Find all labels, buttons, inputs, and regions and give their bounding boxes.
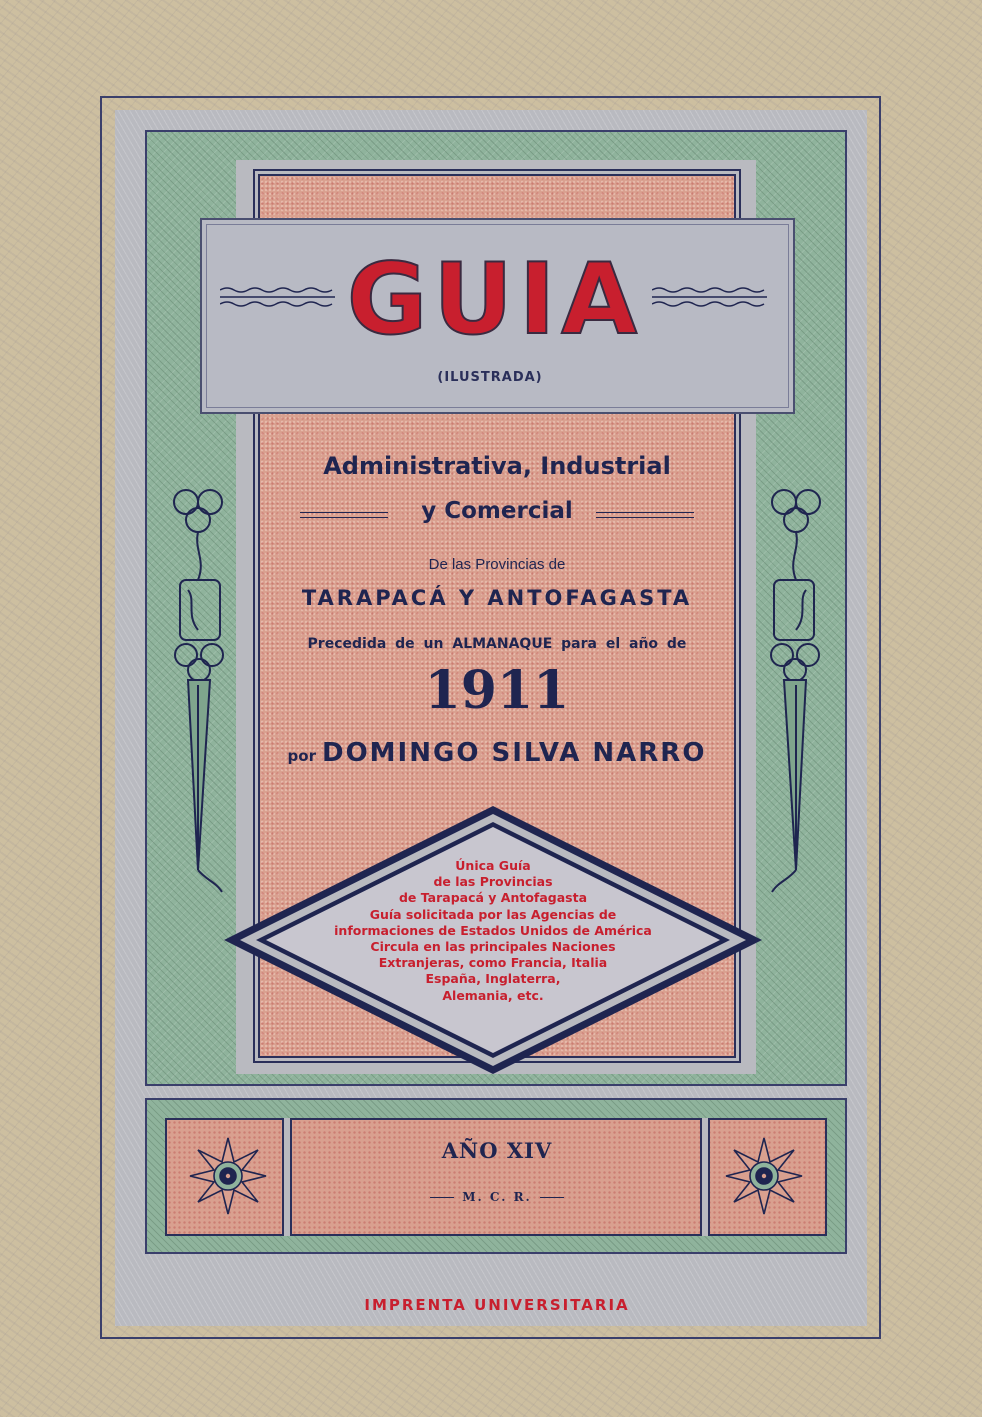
author-name: DOMINGO SILVA NARRO [322,738,707,768]
right-dash [540,1197,564,1198]
provinces-name: TARAPACÁ Y ANTOFAGASTA [301,586,693,610]
almanac-line: Precedida de un ALMANAQUE para el año de [307,636,687,652]
right-rosette-icon [724,1136,804,1216]
diamond-line: informaciones de Estados Unidos de América [334,922,652,938]
diamond-text [300,858,686,1004]
subtitle-line-2: y Comercial [421,498,573,524]
title-subtitle: (ILUSTRADA) [437,370,543,385]
diamond-line: Circula en las principales Naciones [370,939,616,955]
right-band-divider [700,1118,710,1236]
provinces-intro: De las Provincias de [428,556,566,573]
diamond-line: Alemania, etc. [442,987,544,1003]
diamond-line: de las Provincias [433,874,553,890]
left-rosette-icon [188,1136,268,1216]
author-line [260,738,734,768]
diamond-line: España, Inglaterra, [425,971,561,987]
left-wavy-lines-icon [220,285,335,311]
author-prefix: por [287,747,316,765]
year: 1911 [424,660,570,721]
diamond-line: Única Guía [455,858,531,873]
initials-line [290,1190,704,1204]
left-dash [430,1197,454,1198]
diamond-line: Guía solicitada por las Agencias de [369,906,617,922]
right-wavy-lines-icon [652,285,767,311]
diamond-line: Extranjeras, como Francia, Italia [378,955,608,971]
initials: M. C. R. [462,1190,532,1204]
subtitle-line-1: Administrativa, Industrial [323,452,671,480]
diamond-line: de Tarapacá y Antofagasta [398,890,588,906]
main-title: GUIA [346,243,644,357]
left-band-divider [282,1118,292,1236]
printer-name: IMPRENTA UNIVERSITARIA [364,1296,630,1314]
edition-year: AÑO XIV [441,1138,553,1163]
